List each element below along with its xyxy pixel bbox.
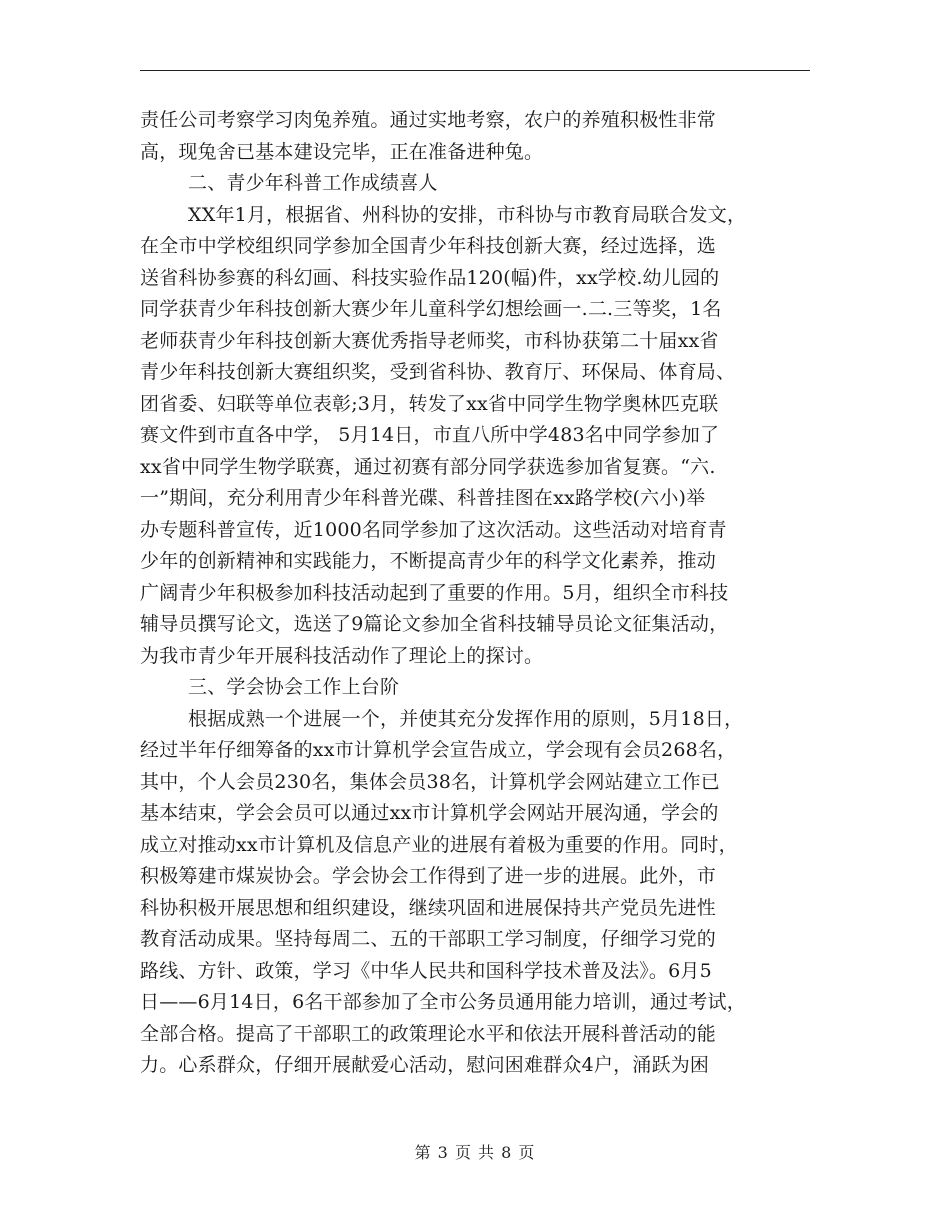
paragraph-line: 其中，个人会员230名，集体会员38名，计算机学会网站建立工作已 — [140, 770, 720, 793]
paragraph-line: 送省科协参赛的科幻画、科技实验作品120(幅)件，xx学校.幼儿园的 — [140, 266, 720, 289]
paragraph-line: 力。心系群众，仔细开展献爱心活动，慰问困难群众4户，涌跃为困 — [140, 1054, 710, 1076]
paragraph-line: 成立对推动xx市计算机及信息产业的进展有着极为重要的作用。同时， — [140, 833, 738, 856]
paragraph-line: 办专题科普宣传，近1000名同学参加了这次活动。这些活动对培育青 — [140, 518, 727, 541]
paragraph-line: 积极筹建市煤炭协会。学会协会工作得到了进一步的进展。此外，市 — [140, 865, 717, 887]
paragraph-line-indented: XX年1月，根据省、州科协的安排，市科协与市教育局联合发文， — [188, 203, 747, 226]
paragraph-line: 全部合格。提高了干部职工的政策理论水平和依法开展科普活动的能 — [140, 1022, 717, 1045]
paragraph-line: 青少年科技创新大赛组织奖，受到省科协、教育厅、环保局、体育局、 — [140, 361, 736, 383]
paragraph-line: 为我市青少年开展科技活动作了理论上的探讨。 — [140, 644, 544, 667]
paragraph-line: 基本结束，学会会员可以通过xx市计算机学会网站开展沟通，学会的 — [140, 802, 719, 824]
paragraph-line: 广阔青少年积极参加科技活动起到了重要的作用。5月，组织全市科技 — [140, 581, 729, 604]
paragraph-line: 高，现兔舍已基本建设完毕，正在准备进种兔。 — [140, 140, 544, 163]
paragraph-line-indented: 根据成熟一个进展一个，并使其充分发挥作用的原则，5月18日， — [188, 707, 744, 730]
paragraph-line: 路线、方针、政策，学习《中华人民共和国科学技术普及法》。6月5 — [140, 959, 712, 982]
paragraph-line: 一”期间，充分利用青少年科普光碟、科普挂图在xx路学校(六小)举 — [140, 487, 706, 509]
paragraph-line: xx省中同学生物学联赛，通过初赛有部分同学获选参加省复赛。“六. — [140, 455, 716, 478]
paragraph-line: 同学获青少年科技创新大赛少年儿童科学幻想绘画一.二.三等奖，1名 — [140, 298, 722, 320]
paragraph-line: 少年的创新精神和实践能力，不断提高青少年的科学文化素养，推动 — [140, 550, 717, 572]
paragraph-line-indented: 三、学会协会工作上台阶 — [188, 676, 400, 698]
paragraph-line: 老师获青少年科技创新大赛优秀指导老师奖，市科协获第二十届xx省 — [140, 329, 719, 352]
paragraph-line: 团省委、妇联等单位表彰;3月，转发了xx省中同学生物学奥林匹克联 — [140, 392, 719, 415]
document-body — [140, 105, 825, 1082]
paragraph-line: 辅导员撰写论文，选送了9篇论文参加全省科技辅导员论文征集活动， — [140, 613, 729, 635]
paragraph-line: 责任公司考察学习肉兔养殖。通过实地考察，农户的养殖积极性非常 — [140, 109, 717, 131]
paragraph-line: 经过半年仔细筹备的xx市计算机学会宣告成立，学会现有会员268名， — [140, 739, 737, 761]
header-rule — [140, 70, 810, 71]
paragraph-line: 教育活动成果。坚持每周二、五的干部职工学习制度，仔细学习党的 — [140, 928, 717, 950]
paragraph-line: 科协积极开展思想和组织建设，继续巩固和进展保持共产党员先进性 — [140, 896, 717, 919]
paragraph-line-indented: 二、青少年科普工作成绩喜人 — [188, 172, 438, 194]
paragraph-line: 在全市中学校组织同学参加全国青少年科技创新大赛，经过选择，选 — [140, 235, 717, 257]
paragraph-line: 日——6月14日，6名干部参加了全市公务员通用能力培训，通过考试， — [140, 991, 746, 1013]
page-footer: 第 3 页 共 8 页 — [414, 1143, 536, 1162]
paragraph-line: 赛文件到市直各中学， 5月14日，市直八所中学483名中同学参加了 — [140, 424, 720, 446]
